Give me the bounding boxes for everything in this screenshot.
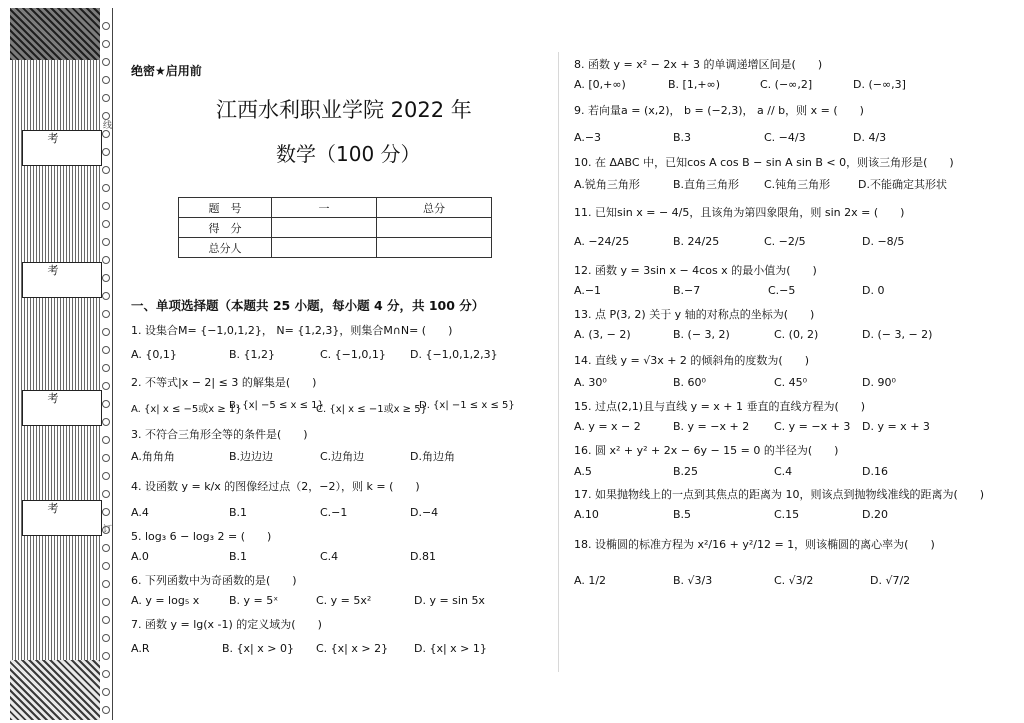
option-c[interactable]: C. −4/3 (764, 131, 806, 144)
exam-site-field[interactable] (22, 147, 102, 166)
page-fold (558, 52, 559, 672)
binding-hole (102, 202, 110, 210)
table-cell: 得 分 (179, 218, 272, 238)
binding-hole (102, 58, 110, 66)
option-c[interactable]: C. √3/2 (774, 574, 814, 587)
option-d[interactable]: D.−4 (410, 506, 439, 519)
binding-hole (102, 544, 110, 552)
question-stem: 15. 过点(2,1)且与直线 y = x + 1 垂直的直线方程为( ) (574, 400, 866, 413)
option-c[interactable]: C. {−1,0,1} (320, 348, 386, 361)
question-stem: 1. 设集合M= {−1,0,1,2}， N= {1,2,3}，则集合M∩N= ( ) (131, 324, 453, 337)
option-d[interactable]: D. {x| −1 ≤ x ≤ 5} (419, 400, 515, 411)
seal-char: 订 (103, 525, 113, 535)
option-a[interactable]: A. {0,1} (131, 348, 177, 361)
binding-hole (102, 130, 110, 138)
binding-hole (102, 328, 110, 336)
binding-hole (102, 634, 110, 642)
option-a[interactable]: A. y = log₅ x (131, 594, 200, 607)
binding-hole (102, 238, 110, 246)
question-stem: 4. 设函数 y = k/x 的图像经过点（2，−2），则 k = ( ) (131, 480, 420, 493)
option-a[interactable]: A. 1/2 (574, 574, 607, 587)
option-d[interactable]: D. 4/3 (853, 131, 887, 144)
option-d[interactable]: D. y = sin 5x (414, 594, 485, 607)
option-b[interactable]: B.直角三角形 (673, 178, 740, 191)
option-c[interactable]: C. y = −x + 3 (774, 420, 851, 433)
option-c[interactable]: C. y = 5x² (316, 594, 372, 607)
binding-hole (102, 220, 110, 228)
option-d[interactable]: D. √7/2 (870, 574, 911, 587)
option-b[interactable]: B.1 (229, 550, 248, 563)
hatch-pattern-bottom (10, 660, 100, 720)
option-b[interactable]: B. y = 5ˣ (229, 594, 279, 607)
option-a[interactable]: A.5 (574, 465, 592, 478)
option-c[interactable]: C. 45⁰ (774, 376, 808, 389)
hatch-pattern-top (10, 8, 100, 60)
option-d[interactable]: D. (−∞,3] (853, 78, 906, 91)
option-c[interactable]: C.−5 (768, 284, 796, 297)
question-stem: 10. 在 ΔABC 中，已知cos A cos B − sin A sin B < 0，则该三角形是( ) (574, 156, 954, 169)
binding-hole (102, 256, 110, 264)
binding-hole (102, 688, 110, 696)
option-b[interactable]: B.25 (673, 465, 699, 478)
option-b[interactable]: B. (− 3, 2) (673, 328, 730, 341)
question-stem: 11. 已知sin x = − 4/5，且该角为第四象限角，则 sin 2x = ( ) (574, 206, 905, 219)
binding-hole (102, 166, 110, 174)
binding-hole (102, 400, 110, 408)
seal-char: 线 (103, 121, 113, 131)
option-a[interactable]: A. {x| x ≤ −5或x ≥ 1} (131, 404, 242, 415)
binding-hole (102, 418, 110, 426)
option-c[interactable]: C.15 (774, 508, 800, 521)
option-a[interactable]: A.10 (574, 508, 599, 521)
binding-hole (102, 670, 110, 678)
examinee-label: 考 (22, 500, 102, 518)
binding-hole (102, 364, 110, 372)
option-b[interactable]: B. 60⁰ (673, 376, 706, 389)
binding-hole (102, 436, 110, 444)
binding-hole (102, 148, 110, 156)
score-cell[interactable] (272, 238, 377, 258)
option-a[interactable]: A.−1 (574, 284, 602, 297)
option-a[interactable]: A.4 (131, 506, 149, 519)
binding-hole (102, 580, 110, 588)
binding-hole (102, 310, 110, 318)
score-cell[interactable] (272, 218, 377, 238)
option-d[interactable]: D.20 (862, 508, 888, 521)
exam-number-field[interactable] (22, 407, 102, 426)
binding-hole (102, 274, 110, 282)
option-b[interactable]: B.5 (673, 508, 692, 521)
option-a[interactable]: A. (3, − 2) (574, 328, 631, 341)
option-c[interactable]: C. −2/5 (764, 235, 806, 248)
binding-hole (102, 22, 110, 30)
option-b[interactable]: B. {x| x > 0} (222, 642, 294, 655)
score-cell[interactable] (377, 238, 492, 258)
exam-site-label: 考 (22, 130, 102, 148)
question-stem: 12. 函数 y = 3sin x − 4cos x 的最小值为( ) (574, 264, 817, 277)
option-b[interactable]: B.边边边 (229, 450, 274, 463)
question-stem: 8. 函数 y = x² − 2x + 3 的单调递增区间是( ) (574, 58, 823, 71)
question-stem: 18. 设椭圆的标准方程为 x²/16 + y²/12 = 1，则该椭圆的离心率为( ) (574, 538, 935, 551)
question-stem: 14. 直线 y = √3x + 2 的倾斜角的度数为( ) (574, 354, 810, 367)
binding-hole (102, 40, 110, 48)
option-a[interactable]: A. [0,+∞) (574, 78, 626, 91)
option-d[interactable]: D.16 (862, 465, 888, 478)
option-d[interactable]: D. {−1,0,1,2,3} (410, 348, 498, 361)
option-b[interactable]: B. {x| −5 ≤ x ≤ 1} (229, 400, 324, 411)
binding-strip (10, 8, 100, 720)
option-c[interactable]: C. {x| x > 2} (316, 642, 389, 655)
question-stem: 7. 函数 y = lg(x -1) 的定义域为( ) (131, 618, 322, 631)
binding-hole (102, 490, 110, 498)
option-d[interactable]: D.81 (410, 550, 436, 563)
table-row (179, 238, 492, 258)
option-a[interactable]: A. y = x − 2 (574, 420, 641, 433)
table-row (179, 218, 492, 238)
option-b[interactable]: B.−7 (673, 284, 701, 297)
page-title: 江西水利职业学院 2022 年 (216, 98, 472, 122)
question-stem: 5. log₃ 6 − log₃ 2 = ( ) (131, 530, 272, 543)
binding-hole (102, 598, 110, 606)
option-b[interactable]: B. {1,2} (229, 348, 276, 361)
option-c[interactable]: C. (−∞,2] (760, 78, 813, 91)
option-d[interactable]: D. 0 (862, 284, 885, 297)
exam-number-label: 考 (22, 390, 102, 408)
table-cell: 题 号 (179, 198, 272, 218)
option-a[interactable]: A. −24/25 (574, 235, 630, 248)
option-c[interactable]: C.边角边 (320, 450, 365, 463)
question-stem: 3. 不符合三角形全等的条件是( ) (131, 428, 308, 441)
option-a[interactable]: A.−3 (574, 131, 602, 144)
option-c[interactable]: C. {x| x ≤ −1或x ≥ 5} (316, 404, 427, 415)
option-a[interactable]: A.0 (131, 550, 149, 563)
option-a[interactable]: A.锐角三角形 (574, 178, 640, 191)
question-stem: 9. 若向量a = (x,2)， b = (−2,3)， a // b，则 x = ( ) (574, 104, 864, 117)
option-b[interactable]: B. y = −x + 2 (673, 420, 750, 433)
option-d[interactable]: D.不能确定其形状 (858, 178, 947, 191)
binding-hole (102, 508, 110, 516)
page-subtitle: 数学（100 分） (276, 142, 421, 166)
score-cell[interactable] (377, 218, 492, 238)
option-b[interactable]: B. 24/25 (673, 235, 720, 248)
binding-hole (102, 616, 110, 624)
binding-hole (102, 472, 110, 480)
option-a[interactable]: A.R (131, 642, 150, 655)
question-stem: 16. 圆 x² + y² + 2x − 6y − 15 = 0 的半径为( ) (574, 444, 839, 457)
examinee-field[interactable] (22, 517, 102, 536)
binding-hole (102, 706, 110, 714)
table-cell: 总分 (377, 198, 492, 218)
option-a[interactable]: A. 30⁰ (574, 376, 607, 389)
option-d[interactable]: D.角边角 (410, 450, 455, 463)
exam-room-label: 考 (22, 262, 102, 280)
option-b[interactable]: B.3 (673, 131, 692, 144)
option-d[interactable]: D. {x| x > 1} (414, 642, 487, 655)
exam-room-field[interactable] (22, 279, 102, 298)
table-cell: 一 (272, 198, 377, 218)
table-cell: 总分人 (179, 238, 272, 258)
binding-holes (100, 8, 112, 720)
table-row (179, 198, 492, 218)
binding-hole (102, 184, 110, 192)
binding-hole (102, 562, 110, 570)
option-c[interactable]: C.−1 (320, 506, 348, 519)
option-d[interactable]: D. 90⁰ (862, 376, 896, 389)
option-b[interactable]: B. [1,+∞) (668, 78, 720, 91)
question-stem: 6. 下列函数中为奇函数的是( ) (131, 574, 297, 587)
option-c[interactable]: C. (0, 2) (774, 328, 819, 341)
option-b[interactable]: B. √3/3 (673, 574, 713, 587)
seal-line (112, 8, 113, 720)
option-c[interactable]: C.4 (320, 550, 339, 563)
binding-hole (102, 652, 110, 660)
option-d[interactable]: D. −8/5 (862, 235, 905, 248)
confidential-label: 绝密★启用前 (131, 64, 202, 78)
question-stem: 2. 不等式|x − 2| ≤ 3 的解集是( ) (131, 376, 317, 389)
binding-hole (102, 454, 110, 462)
question-stem: 13. 点 P(3, 2) 关于 y 轴的对称点的坐标为( ) (574, 308, 815, 321)
section-heading: 一、单项选择题（本题共 25 小题，每小题 4 分，共 100 分） (131, 298, 485, 313)
binding-hole (102, 76, 110, 84)
binding-hole (102, 94, 110, 102)
binding-hole (102, 346, 110, 354)
option-b[interactable]: B.1 (229, 506, 248, 519)
binding-hole (102, 382, 110, 390)
binding-hole (102, 292, 110, 300)
option-d[interactable]: D. (− 3, − 2) (862, 328, 933, 341)
score-table (178, 197, 492, 258)
option-a[interactable]: A.角角角 (131, 450, 175, 463)
option-d[interactable]: D. y = x + 3 (862, 420, 930, 433)
option-c[interactable]: C.钝角三角形 (764, 178, 831, 191)
option-c[interactable]: C.4 (774, 465, 793, 478)
question-stem: 17. 如果抛物线上的一点到其焦点的距离为 10，则该点到抛物线准线的距离为( ) (574, 488, 985, 501)
